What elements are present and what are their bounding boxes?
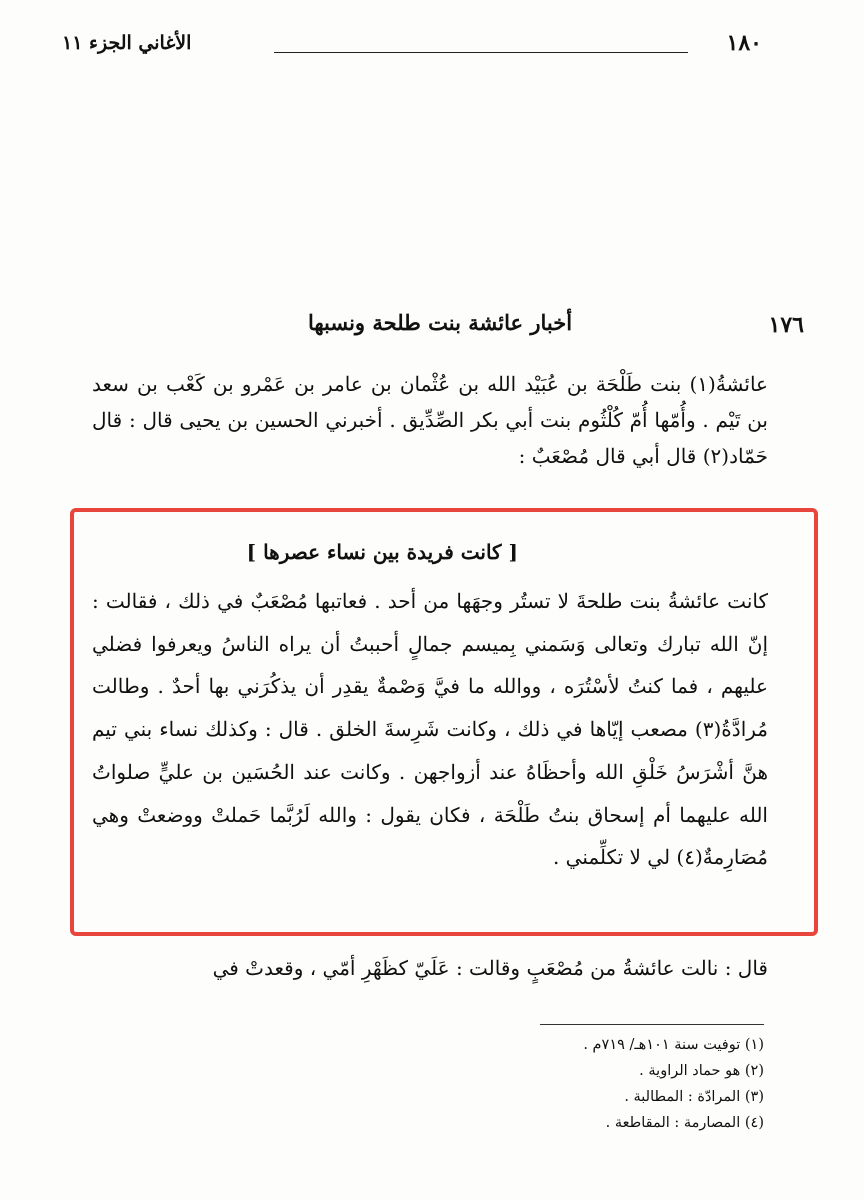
- highlight-heading: [ كانت فريدة بين نساء عصرها ]: [246, 540, 518, 564]
- section-title: أخبار عائشة بنت طلحة ونسبها: [307, 310, 573, 335]
- footnote-4: (٤) المصارمة : المقاطعة .: [605, 1115, 764, 1131]
- footnote-rule: [540, 1024, 764, 1025]
- footnote-1: (١) توفيت سنة ١٠١هـ/ ٧١٩م .: [583, 1037, 764, 1053]
- footnote-2: (٢) هو حماد الراوية .: [639, 1063, 764, 1079]
- footnote-3: (٣) المرادّة : المطالبة .: [624, 1089, 764, 1105]
- running-title: الأغاني الجزء ١١: [62, 32, 192, 54]
- running-header: [62, 30, 762, 70]
- continuation-paragraph: قال : نالت عائشةُ من مُصْعَبٍ وقالت : عَلَيّ كظَهْرِ أمّي ، وقعدتْ في: [212, 956, 768, 980]
- page-number: ١٨٠: [726, 30, 762, 56]
- highlight-paragraph: كانت عائشةُ بنت طلحةَ لا تستُر وجهَها من أحد . فعاتبها مُصْعَبٌ في ذلك ، فقالت : إنّ الله تبارك وتعالى وَسَمني بِميسم جمالٍ أحببتُ أن يراه الناسُ ويعرفوا فضلي عليهم ، فما كنتُ لأسْتُرَه ، ووالله ما فيَّ وَصْمةٌ يقدِر أن يذكُرَني بها أحدٌ . وطالت مُرادَّةُ(٣) مصعب إيّاها في ذلك ، وكانت شَرِسةَ الخلق . قال : وكذلك نساء بني تيم هنَّ أشْرَسُ خَلْقِ الله وأحظَاهُ عند أزواجهن . وكانت عند الحُسَين بن عليٍّ صلواتُ الله عليهما أم إسحاق بنتُ طَلْحَة ، فكان يقول : والله لَرُبَّما حَملتْ ووضعتْ وهي مُصَارِمةٌ(٤) لي لا تكلِّمني .: [92, 589, 768, 870]
- footnotes: [583, 1032, 764, 1136]
- header-rule: [274, 52, 688, 53]
- intro-paragraph: عائشةُ(١) بنت طَلْحَة بن عُبَيْد الله بن عُثْمان بن عامر بن عَمْرو بن كَعْب بن سعد بن تَيْم . وأُمّها أُمّ كُلْثُوم بنت أبي بكر الصِّدِّيق . أخبرني الحسين بن يحيى قال : قال حَمّاد(٢) قال أبي قال مُصْعَبٌ :: [92, 372, 768, 468]
- section-number: ١٧٦: [768, 312, 804, 338]
